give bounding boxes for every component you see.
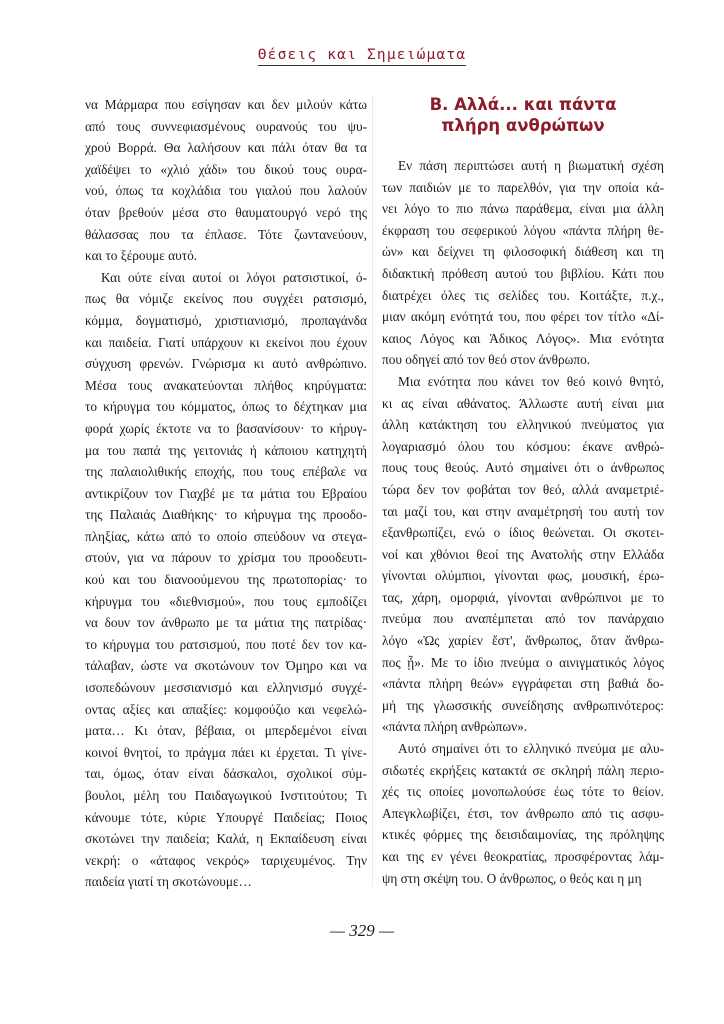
text-line: σιδωτές εκρήξεις κατακτά σε σκληρή πάλη περιο-: [382, 762, 664, 778]
text-line: σύγχυση φρενών. Γνώρισμα κι αυτό ανθρώπινο.: [85, 356, 367, 372]
text-line: κήρυγμα του «διεθνισμού», που τους εμποδίζει: [85, 593, 367, 609]
text-line: από τους συννεφιασμένους ουρανούς του ψυ-: [85, 118, 367, 134]
text-line: πους τους θεούς. Αυτό σημαίνει ότι ο άνθρωπος: [382, 460, 664, 476]
text-line: Μέσα τους ανακατεύονται πλήθος κηρύγματα:: [85, 377, 367, 393]
text-line: εξανθρωπίζει, ενώ ο ίδιος θεώνεται. Οι σκοτει-: [382, 525, 664, 541]
text-line: και το ξέρουμε αυτό.: [85, 248, 198, 264]
text-line: ισοπεδώνουν μεσσιανισμό και ελληνισμό συγχέ-: [85, 680, 367, 696]
text-line: της παλαιολιθικής εποχής, που τους επέβαλε να: [85, 464, 367, 480]
text-line: Αυτό σημαίνει ότι το ελληνικό πνεύμα με αλυ-: [398, 741, 664, 757]
text-line: μή της γλωσσικής συνείδησης ανθρωπινότερος:: [382, 697, 664, 713]
paragraph: [382, 155, 664, 371]
right-column-body: [382, 155, 664, 889]
text-line: φορά χωρίς έκτοτε να το βασανίσουν· το κήρυγ-: [85, 420, 367, 436]
section-title-line-2: πλήρη ανθρώπων: [441, 116, 605, 135]
text-line: θάλασσας που τα έπλασε. Τότε ζωντανεύουν,: [85, 226, 367, 242]
text-line: νού, όπως τα κοχλάδια του γιαλού που λαλούν: [85, 183, 367, 199]
text-line: ται, όμως, όταν είναι δάσκαλοι, σχολικοί σύμ-: [85, 766, 367, 782]
text-line: κόμμα, δογματισμό, χριστιανισμό, προπαγάνδα: [85, 312, 367, 328]
running-title: Θέσεις και Σημειώματα: [258, 47, 467, 66]
text-line: στούν, για να πάρουν το χρίσμα του προοδευτι-: [85, 550, 367, 566]
text-line: τας, χάρη, ομορφιά, γίνονται ανθρώπινοι με το: [382, 589, 664, 605]
text-line: διατρέχει όλες τις σελίδες του. Κοιτάξτε, π.χ.,: [382, 287, 664, 303]
text-line: να δουν τον άνθρωπο με τα μάτια της πατρίδας·: [85, 615, 367, 631]
text-line: νεκρή: ο «άταφος νεκρός» ταριχευμένος. Την: [85, 852, 367, 868]
text-line: καιος Λόγος και Άδικος Λόγος». Μια ενότητα: [382, 330, 664, 346]
text-line: χρού Βορρά. Θα λαλήσουν και πάλι όταν θα τα: [85, 140, 367, 156]
text-line: κάνουμε τότε, κύριε Υπουργέ Παιδείας; Ποιος: [85, 809, 367, 825]
text-line: τάλαβαν, ώστε να σκοτώνουν τον Όμηρο και να: [85, 658, 367, 674]
text-line: κοινοί θνητοί, το πράγμα πάει κι έρχεται. Τι γίνε-: [85, 744, 367, 760]
text-line: Μια ενότητα που κάνει τον θεό κοινό θνητό,: [398, 373, 664, 389]
text-line: κού και του διανοούμενου της πρωτοπορίας· το: [85, 572, 367, 588]
text-line: αντικρίζουν τον Γιαχβέ με τα μάτια του Εβραίου: [85, 485, 367, 501]
text-line: πνεύμα που αναπέμπεται από τον πανάρχαιο: [382, 611, 664, 627]
text-line: γίνονται ολύμπιοι, γίνονται φως, μουσική, έρω-: [382, 568, 664, 584]
text-line: νοί και χθόνιοι θεοί της Ανατολής στην Ελλάδα: [382, 546, 664, 562]
text-line: ται μαζί του, και στην αναμέτρησή του αυτή τον: [382, 503, 664, 519]
paragraph: [85, 267, 367, 893]
text-line: πληξίας, κάτω από το οποίο σπεύδουν να στεγα-: [85, 528, 367, 544]
text-line: και παιδεία. Γιατί υπάρχουν κι εκείνοι που έχουν: [85, 334, 367, 350]
text-line: νει λόγο το πιο πάνω παράθεμα, είναι μια άλλη: [382, 201, 664, 217]
text-line: το κήρυγμα του κόμματος, όπως το δέχτηκαν μια: [85, 399, 367, 415]
text-line: να Μάρμαρα που εσίγησαν και δεν μιλούν κάτω: [85, 97, 367, 112]
text-line: οντας αξίες και απαξίες: κομφούζιο και νεφελώ-: [85, 701, 367, 717]
text-line: σκοτώνει την παιδεία; Καλά, η Εκπαίδευση είναι: [85, 831, 367, 847]
text-line: «πάντα πλήρη ανθρώπων».: [382, 719, 528, 735]
text-line: πως θα νόμιζε εκείνος που συγχέει ρατσισμό,: [85, 291, 367, 307]
page-number: — 329 —: [329, 921, 395, 940]
text-line: κτικές φόρμες της δεισιδαιμονίας, της πρόληψης: [382, 827, 664, 843]
left-column: [85, 94, 367, 893]
text-line: τώρα δεν τον φοβάται τον θεό, αλλά αναμετριέ-: [382, 481, 664, 497]
text-line: κι ας είναι αθάνατος. Άλλωστε αυτή είναι μια: [382, 395, 664, 411]
text-line: πος ᾖ». Με το ίδιο πνεύμα ο αινιγματικός λόγος: [382, 654, 664, 670]
text-line: έκφραση του σεφερικού λόγου «πάντα πλήρη θε-: [382, 222, 664, 238]
text-line: «πάντα πλήρη θεών» εγγράφεται στη βαθιά δο-: [382, 676, 664, 692]
right-column: [382, 94, 664, 889]
section-title-line-1: Β. Αλλά... και πάντα: [429, 95, 617, 114]
text-line: το κήρυγμα του ρατσισμού, που ποτέ δεν τον κα-: [85, 636, 367, 652]
text-line: χές τις οποίες μονοπωλούσε έως τότε το θείον.: [382, 784, 664, 800]
text-line: βουλοι, μέλη του Παιδαγωγικού Ινστιτούτου; Τι: [85, 788, 367, 803]
text-line: της Παλαιάς Διαθήκης· το κήρυγμα της προοδο-: [85, 507, 367, 523]
text-line: ψη στη σκέψη του. Ο άνθρωπος, ο θεός και η μη: [382, 870, 642, 886]
text-line: λογαριασμό όλου του κόσμου: έκανε ανθρώ-: [382, 438, 664, 454]
text-line: χαϊδέψει το «χλιό χάδι» του δικού τους ουρα-: [85, 161, 367, 177]
text-line: Απεγκλωβίζει, έτσι, τον άνθρωπο από τις ασφυ-: [382, 805, 664, 821]
text-line: Και ούτε είναι αυτοί οι λόγοι ρατσιστικοί, ό-: [101, 269, 367, 285]
text-line: διδακτική πρόθεση αυτού του βιβλίου. Κάτι που: [382, 265, 664, 281]
text-line: ών» και δείχνει τη φιλοσοφική διάθεση και τη: [382, 244, 664, 260]
text-line: μα του παπά της γειτονιάς ή κάποιου κατηχητή: [85, 442, 367, 458]
text-line: που οδηγεί από τον θεό στον άνθρωπο.: [382, 352, 591, 368]
text-line: όταν βρεθούν μέσα στο θαυματουργό νερό της: [85, 204, 367, 220]
text-line: ματα… Κι όταν, βέβαια, οι μπερδεμένοι είναι: [85, 723, 367, 739]
section-title: [382, 94, 664, 136]
text-line: παιδεία γιατί τη σκοτώνουμε…: [85, 874, 252, 890]
text-line: Εν πάση περιπτώσει αυτή η βιωματική σχέση: [398, 158, 664, 173]
paragraph: [85, 94, 367, 267]
text-line: λόγο «Ὡς χαρίεν ἔστ', ἄνθρωπος, ὅταν ἄνθρω-: [382, 633, 664, 649]
paragraph: [382, 738, 664, 889]
running-header: [0, 46, 724, 66]
text-line: μιαν ακόμη ενότητά του, που φέρει τον τίτλο «Δί-: [382, 309, 664, 325]
paragraph: [382, 371, 664, 738]
text-line: των παιδιών με το παρελθόν, για την οποία κά-: [382, 179, 664, 195]
text-line: και της εν γένει θεοκρατίας, προσφέροντας λάμ-: [382, 849, 664, 864]
text-line: άλλη κατάκτηση του ελληνικού πνεύματος για: [382, 417, 664, 433]
column-divider: [372, 96, 373, 886]
